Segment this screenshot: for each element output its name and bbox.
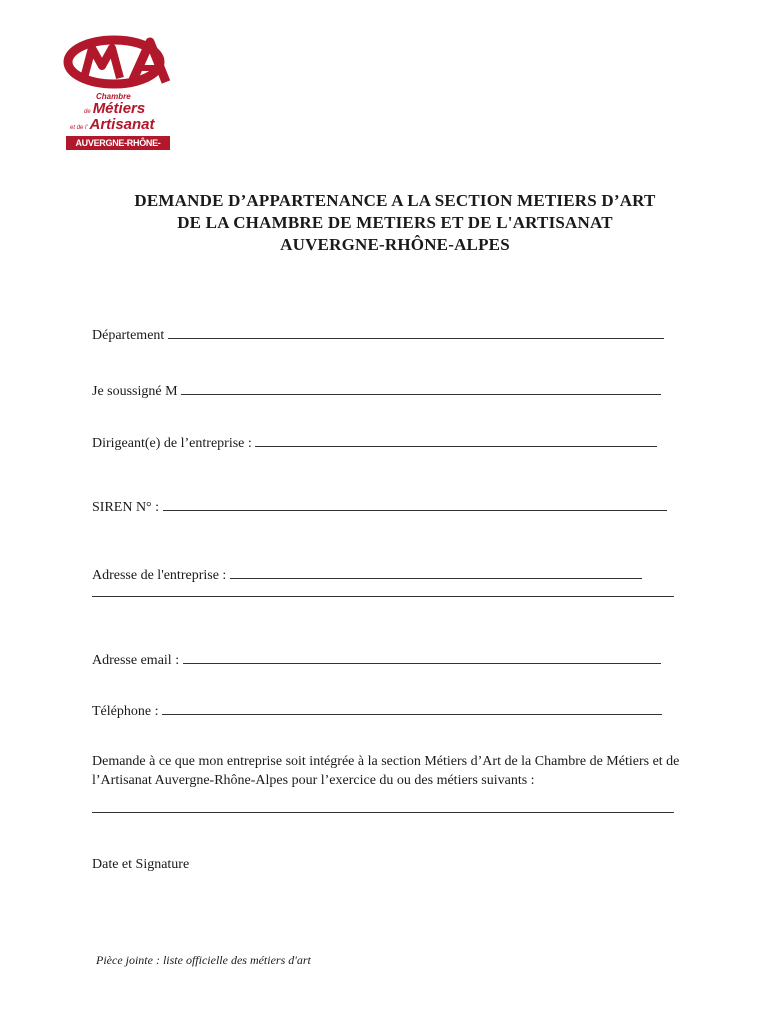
input-dirigeant[interactable] xyxy=(255,434,657,447)
field-soussigne xyxy=(92,382,661,400)
title-line3: AUVERGNE-RHÔNE-ALPES xyxy=(280,235,510,254)
label-adresse: Adresse de l'entreprise : xyxy=(92,568,227,583)
label-dirigeant: Dirigeant(e) de l’entreprise : xyxy=(92,436,252,451)
label-email: Adresse email : xyxy=(92,653,180,668)
input-soussigne[interactable] xyxy=(181,382,661,395)
cma-logo-mark xyxy=(62,34,174,92)
input-email[interactable] xyxy=(183,651,661,664)
input-adresse-line2[interactable] xyxy=(92,596,674,597)
logo-region-banner: AUVERGNE-RHÔNE-ALPES xyxy=(66,136,170,150)
input-siren[interactable] xyxy=(163,498,667,511)
logo-line1: Chambre xyxy=(96,92,131,101)
input-metiers[interactable] xyxy=(92,812,674,813)
field-adresse xyxy=(92,566,642,584)
signature-label: Date et Signature xyxy=(92,857,190,872)
input-adresse[interactable] xyxy=(230,566,642,579)
field-telephone xyxy=(92,702,662,720)
request-text: Demande à ce que mon entreprise soit intégrée à la section Métiers d’Art de la Chambre de Métiers et de l’Artisanat Auvergne-Rhône-Alpes pour l’exercice du ou des métiers suivants : xyxy=(92,754,680,788)
field-departement xyxy=(92,326,664,344)
document-title xyxy=(60,190,730,256)
label-siren: SIREN N° : xyxy=(92,500,160,515)
footer-attachment-note: Pièce jointe : liste officielle des métiers d'art xyxy=(96,953,311,967)
input-departement[interactable] xyxy=(168,326,664,339)
cma-logo xyxy=(62,34,174,162)
logo-line3: et de l' Artisanat xyxy=(70,116,155,133)
title-line1: DEMANDE D’APPARTENANCE A LA SECTION METIERS D’ART xyxy=(134,191,656,210)
field-dirigeant xyxy=(92,434,657,452)
field-email xyxy=(92,651,661,669)
input-telephone[interactable] xyxy=(162,702,662,715)
label-departement: Département xyxy=(92,328,165,343)
logo-line2: de Métiers xyxy=(84,100,146,117)
label-soussigne: Je soussigné M xyxy=(92,384,178,399)
title-line2: DE LA CHAMBRE DE METIERS ET DE L'ARTISANAT xyxy=(177,213,613,232)
label-telephone: Téléphone : xyxy=(92,704,159,719)
field-siren xyxy=(92,498,667,516)
